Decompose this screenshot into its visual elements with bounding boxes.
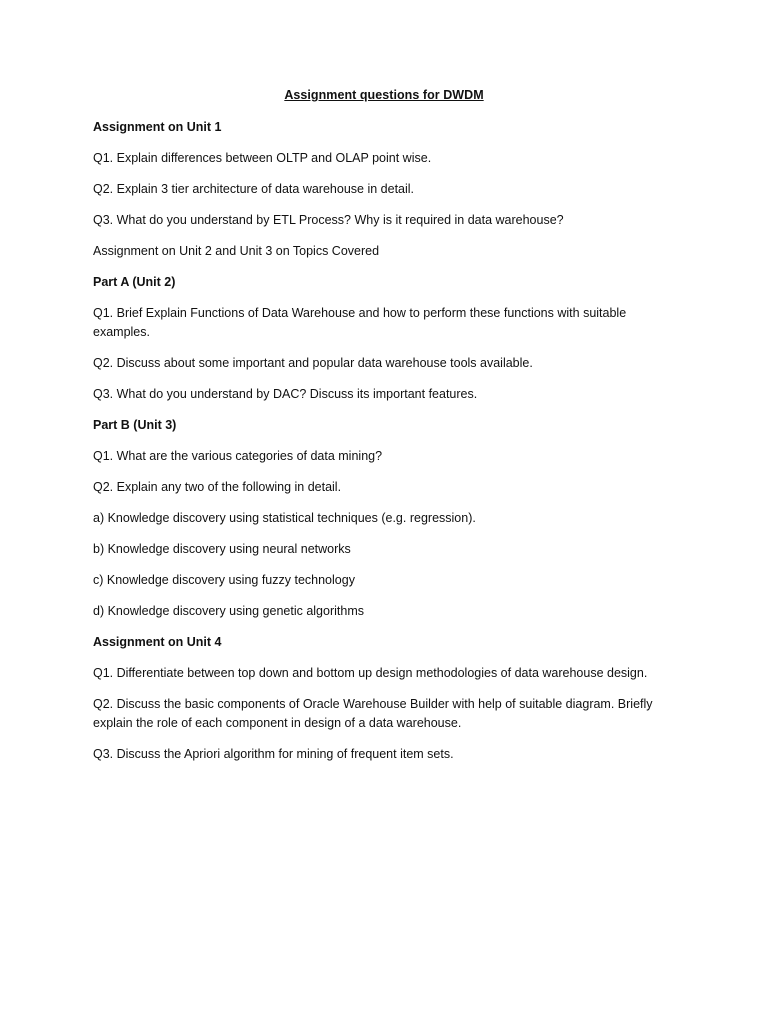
unit4-question-2: Q2. Discuss the basic components of Oracle Warehouse Builder with help of suitable diagram. Briefly explain the role of each component in design of a data warehouse.	[93, 697, 653, 730]
unit1-heading: Assignment on Unit 1	[93, 120, 222, 134]
part-b-option-d: d) Knowledge discovery using genetic algorithms	[93, 604, 364, 618]
document-body	[93, 118, 683, 764]
unit1-question-3: Q3. What do you understand by ETL Process? Why is it required in data warehouse?	[93, 213, 564, 227]
unit4-heading: Assignment on Unit 4	[93, 635, 222, 649]
part-a-heading: Part A (Unit 2)	[93, 275, 176, 289]
part-b-question-2: Q2. Explain any two of the following in detail.	[93, 480, 342, 494]
part-b-option-c: c) Knowledge discovery using fuzzy technology	[93, 573, 355, 587]
part-b-heading: Part B (Unit 3)	[93, 418, 177, 432]
part-b-option-a: a) Knowledge discovery using statistical techniques (e.g. regression).	[93, 511, 476, 525]
unit2-3-heading: Assignment on Unit 2 and Unit 3 on Topics Covered	[93, 244, 380, 258]
document-title: Assignment questions for DWDM	[284, 88, 484, 102]
unit4-question-1: Q1. Differentiate between top down and bottom up design methodologies of data warehouse design.	[93, 666, 648, 680]
unit1-question-2: Q2. Explain 3 tier architecture of data warehouse in detail.	[93, 182, 415, 196]
unit1-question-1: Q1. Explain differences between OLTP and OLAP point wise.	[93, 151, 432, 165]
unit4-question-3: Q3. Discuss the Apriori algorithm for mining of frequent item sets.	[93, 747, 454, 761]
part-a-question-1: Q1. Brief Explain Functions of Data Warehouse and how to perform these functions with suitable examples.	[93, 306, 627, 339]
part-a-question-2: Q2. Discuss about some important and popular data warehouse tools available.	[93, 356, 533, 370]
part-b-question-1: Q1. What are the various categories of data mining?	[93, 449, 383, 463]
part-b-option-b: b) Knowledge discovery using neural networks	[93, 542, 351, 556]
part-a-question-3: Q3. What do you understand by DAC? Discuss its important features.	[93, 387, 478, 401]
